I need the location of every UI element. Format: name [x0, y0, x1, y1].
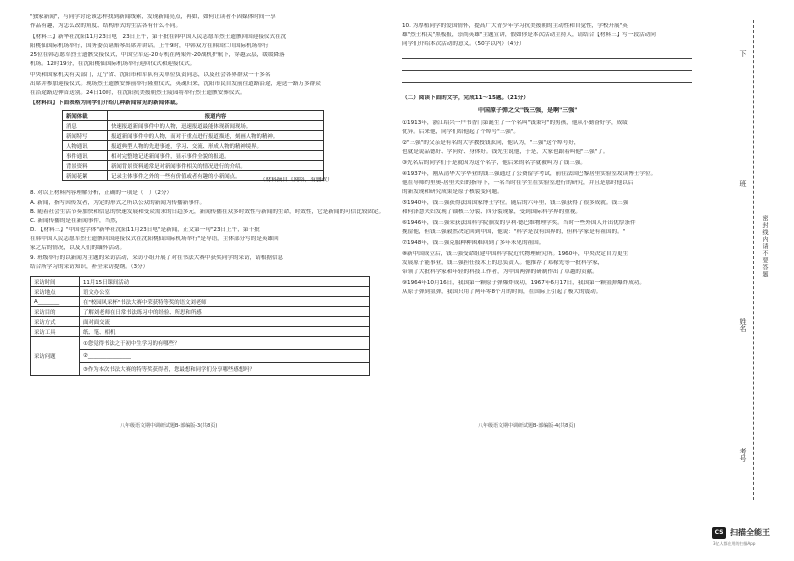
paragraph-line: 优异。后来他，同学们给他起了个绰号"三强"。: [402, 129, 520, 135]
table-row: [31, 307, 370, 317]
page-footer: 八年级语文期中调研试题B-部编版-4(共8页): [478, 423, 576, 429]
table-header-cell: 新闻体裁: [63, 111, 108, 121]
text-line: 结合所学习的采访知识，补全采访提纲。（3分）: [30, 264, 149, 270]
table-cell: 采访方式: [31, 317, 80, 327]
table-row: [63, 131, 324, 141]
paragraph-line: ⑦1948年，钱三强克服种种困难回到了多年未见的祖国。: [402, 240, 545, 246]
paragraph-line: 带领了大批科学家和年轻的科技工作者，为中国两弹的研制作出了卓越的贡献。: [402, 269, 598, 275]
text-line: 25位在韩志愿军烈士遗骸交接仪式，中国空军运-20专机在两架歼-20战机护航下，穿越云层，缓缓降落: [30, 52, 285, 58]
text-line: 阳桃仙国际机场举行，国务委员谌贻琴出席并讲话。上午9时，中韩双方在韩国仁川国际机场举行: [30, 43, 269, 49]
table-row: [31, 337, 370, 350]
class-label: 班: [739, 180, 747, 187]
text-line: "独家新闻"，与同学讨论该怎样找到新闻线索，发现新闻亮点，再如，如何让读者不因媒体时间一享: [30, 14, 276, 20]
text-line: 雄"烈士相关"黑板报，崇尚英雄"主题宣讲，假如你是本次活动主持人，请结合【材料三】写一段活动向: [402, 32, 656, 38]
exam-number-label: 考号: [739, 448, 747, 462]
text-line: 出席并参加迎接仪式。现场烈士遗骸安葬前举行隆重仪式，英魂归来，沈阳市民自发前往道路沿途，迎送一路万多群众: [30, 81, 321, 87]
option-b: B. 随着社会生活节奏加快和信息的快速发展和受众需求的日趋多元，新闻传播在众多时效性与新闻的生命，时效性，它是新闻的可信比较固定。: [30, 209, 385, 215]
table-row: [31, 327, 370, 337]
table-row: [31, 363, 370, 376]
interview-table: [30, 276, 370, 376]
table-row: [63, 151, 324, 161]
table-row: [63, 121, 324, 131]
table-cell: 在"校园风采杯"书法大赛中荣获特等奖的语文刘老师: [80, 297, 370, 307]
table-row: [63, 141, 324, 151]
table-cell: 了解刘老师在日常书法练习中的经验、所思和所感: [80, 307, 370, 317]
paragraph-line: ②"三强"的父亲是有名的大学教授钱玄同，他认为，"三强"这个绰号好，: [402, 140, 580, 146]
answer-line[interactable]: [402, 82, 692, 83]
question-10: 10. 为厚植同学的爱国情怀，提高广大青少年学习抗美援朝的主动性和自觉性，学校开展"英: [402, 23, 628, 29]
table-header-row: [63, 111, 324, 121]
table-cell: 记录主体事件之外的一些有价值或者有趣的小新闻点。: [108, 171, 324, 181]
answer-blank-a[interactable]: A________: [31, 297, 80, 307]
table-cell: 新闻背景资料通常是对新闻事件相关的情况进行的介绍。: [108, 161, 324, 171]
table-cell: 采访地点: [31, 287, 80, 297]
paragraph-line: ⑤1940年，钱三强获得法国国家博士学位。随后的六年里，钱三强获得了很多成就。钱三强: [402, 200, 629, 206]
paragraph-line: 从原子弹到氢弹，我国只用了两年零8个月的时间，在国际上引起了极大的震动。: [402, 289, 602, 295]
camscanner-brand: 扫描全能王: [730, 528, 770, 537]
paragraph-line: 的新发现和研究成果是原子核裂变问题。: [402, 189, 503, 195]
paragraph-line: ③先名后的同学们于是就因为这个名字，他后来的名字就被叫为了钱三强。: [402, 160, 587, 166]
table-cell: 人物通讯: [63, 141, 108, 151]
table-cell: 面对面交流: [80, 317, 370, 327]
text-line: 在韩中国人民志愿军烈士遗骸回国迎接仪式在沈阳桃仙国际机场举行"是导语，主体部分写的是英雄回: [30, 236, 279, 242]
answer-blank-2[interactable]: ②________________: [80, 350, 370, 363]
left-page: [0, 0, 390, 561]
table-cell: 消息: [63, 121, 108, 131]
paragraph-line: 和何泽慧夫妇发现了铀核三分裂、四分裂现象，受到国际科学界的重视。: [402, 209, 582, 215]
seal-note: 密封线内请不要答题: [761, 215, 768, 278]
camscanner-tagline: 3亿人都在用的扫描App: [713, 541, 756, 546]
table-cell: 纸、笔、相机: [80, 327, 370, 337]
option-c: C. 新闻传播的是在新闻事件，当然，: [30, 218, 122, 224]
table-cell: 相对完整地记述新闻事件，显示事件全貌的报道。: [108, 151, 324, 161]
table-cell: ①您觉得书法之于初中生学习的有哪些？: [80, 337, 370, 350]
table-row: [31, 287, 370, 297]
question-8: 8. 对以上材料内容理解分析，正确的一项是（ ）（2分）: [30, 190, 173, 196]
table-row: [31, 317, 370, 327]
table-cell: 新闻花絮: [63, 171, 108, 181]
table-row: [63, 161, 324, 171]
paragraph-line: 也就是说品德好、学问好、身体好。钱先生说他，于是，大家也跟着叫他"三强"了。: [402, 149, 609, 155]
table-cell: 报道典型人物的先进事迹，学习、交流、形成人物的精神境界。: [108, 141, 324, 151]
answer-line[interactable]: [402, 70, 692, 71]
table-cell: 11月15日课间活动: [80, 277, 370, 287]
paragraph-line: 发展原子能事业，钱三强担任技术上的总负责人。他推荐了邓稼先等一批科学家，: [402, 260, 604, 266]
binding-strip: [708, 0, 794, 561]
text-line: 家之后的情况，以及人们的缅怀活动。: [30, 245, 126, 251]
paragraph-line: ⑧新中国成立后，钱三强受命组建中国科学院近代物理研究所。1960年，中央决定自力更生: [402, 251, 629, 257]
seal-line: [753, 20, 754, 500]
paragraph-line: ⑥1946年，钱三强荣获法国科学院颁发的亨利·德巴维物理学奖。当时一些外国人开出优厚条件: [402, 220, 636, 226]
table-cell: 快速报道新闻事件中的人物，迅速报道最能体现新闻现场。: [108, 121, 324, 131]
table-cell: 采访工具: [31, 327, 80, 337]
paragraph-line: 挽留他，但钱三强毅然决定回到中国，他说："科学是没有国界的，但科学家是有祖国的。": [402, 229, 626, 235]
table-cell: 采访目的: [31, 307, 80, 317]
section-heading: （二）阅读下面的文字，完成11～15题。（21分）: [402, 95, 529, 101]
table-cell: 新闻特写: [63, 131, 108, 141]
table-cell: 背景资料: [63, 161, 108, 171]
genre-table: [62, 110, 324, 181]
text-line: 同学们介绍本次活动的意义。（50字以内）（4分）: [402, 41, 525, 47]
option-d: D. 【材料三】"中国也字体"新华社沈阳11月23日电"是新闻，正文第一句"23日上午，第十批: [30, 227, 260, 233]
option-a: A. 新闻，指写因传发者，为定的形式之所以公众的新闻为传播新事件。: [30, 200, 206, 206]
table-cell: 采访时间: [31, 277, 80, 287]
text-line: 【材料三】新华社沈阳11月23日电 23日上午，第十批在韩中国人民志愿军烈士遗骸回国迎接仪式在沈: [30, 34, 287, 40]
text-line: 作品有趣，为怎么改的角度、结构形式的生活各有什么不同。: [30, 23, 182, 29]
table-row: [31, 297, 370, 307]
table-row: [31, 350, 370, 363]
table-cell: 采访问题: [31, 337, 80, 376]
right-page: [398, 0, 698, 561]
paragraph-line: ①1913年，浙江绍兴一户书香门第诞生了一个名叫"钱秉穹"的男孩，他从小勤奋好学，成绩: [402, 120, 628, 126]
article-title: 中国原子弹之父"钱三强，是啊"三强": [478, 107, 578, 114]
paragraph-line: ⑨1964年10月16日，我国第一颗原子弹爆炸成功，1967年6月17日，我国第一颗氢弹爆炸成功。: [402, 280, 645, 286]
page-footer: 八年级语文期中调研试题B-部编版-3(共8页): [120, 423, 218, 429]
table-cell: 报道新闻事件中的人物，而对于重点进行报道描述，刻画人物的精神。: [108, 131, 324, 141]
answer-line[interactable]: [402, 58, 692, 59]
text-line: 机场。12时19分，在沈阳桃仙国际机场举行迎回仪式和迎接仪式。: [30, 61, 196, 67]
paragraph-line: 他在导师约里奥-居里夫妇的指导下，一名当时在学生在实验室进行的研究，并且是那时他以后: [402, 180, 634, 186]
text-line: 在沿途路边伸首送别。24日10时，在沈阳抗美援朝烈士陵园将举行烈士遗骸安葬仪式。: [30, 90, 246, 96]
table-cell: 语文办公室: [80, 287, 370, 297]
source-note: （材料摘自《网络，有删改）: [260, 177, 333, 183]
camscanner-logo-icon: CS: [712, 527, 726, 539]
name-label: 姓名: [739, 318, 747, 332]
text-line: 【材料四】下面表格为同学们介绍几种新闻常见的新闻体裁。: [30, 100, 182, 106]
table-row: [31, 277, 370, 287]
question-9: 9. 班级举行的以新闻为主题的采访活动，采访小组开展了对在书法大赛中获奖同学的采访，请根据信息: [30, 255, 284, 261]
text-line: 中央和国家机关有关部门，辽宁省、沈阳市和军队有关单位负责同志，以及社会各界群众一千多名: [30, 72, 271, 78]
binding-label: 下: [739, 50, 747, 57]
table-cell: ③作为本次书法大赛的特等奖获得者，您最想和同学们分享哪些感想吗？: [80, 363, 370, 376]
table-cell: 事件通讯: [63, 151, 108, 161]
table-header-cell: 报道内容: [108, 111, 324, 121]
paragraph-line: ④1937年，刚从清华大学毕业的钱三强通过了公费留学考试，前往法国巴黎居里实验室攻读博士学位。: [402, 171, 657, 177]
